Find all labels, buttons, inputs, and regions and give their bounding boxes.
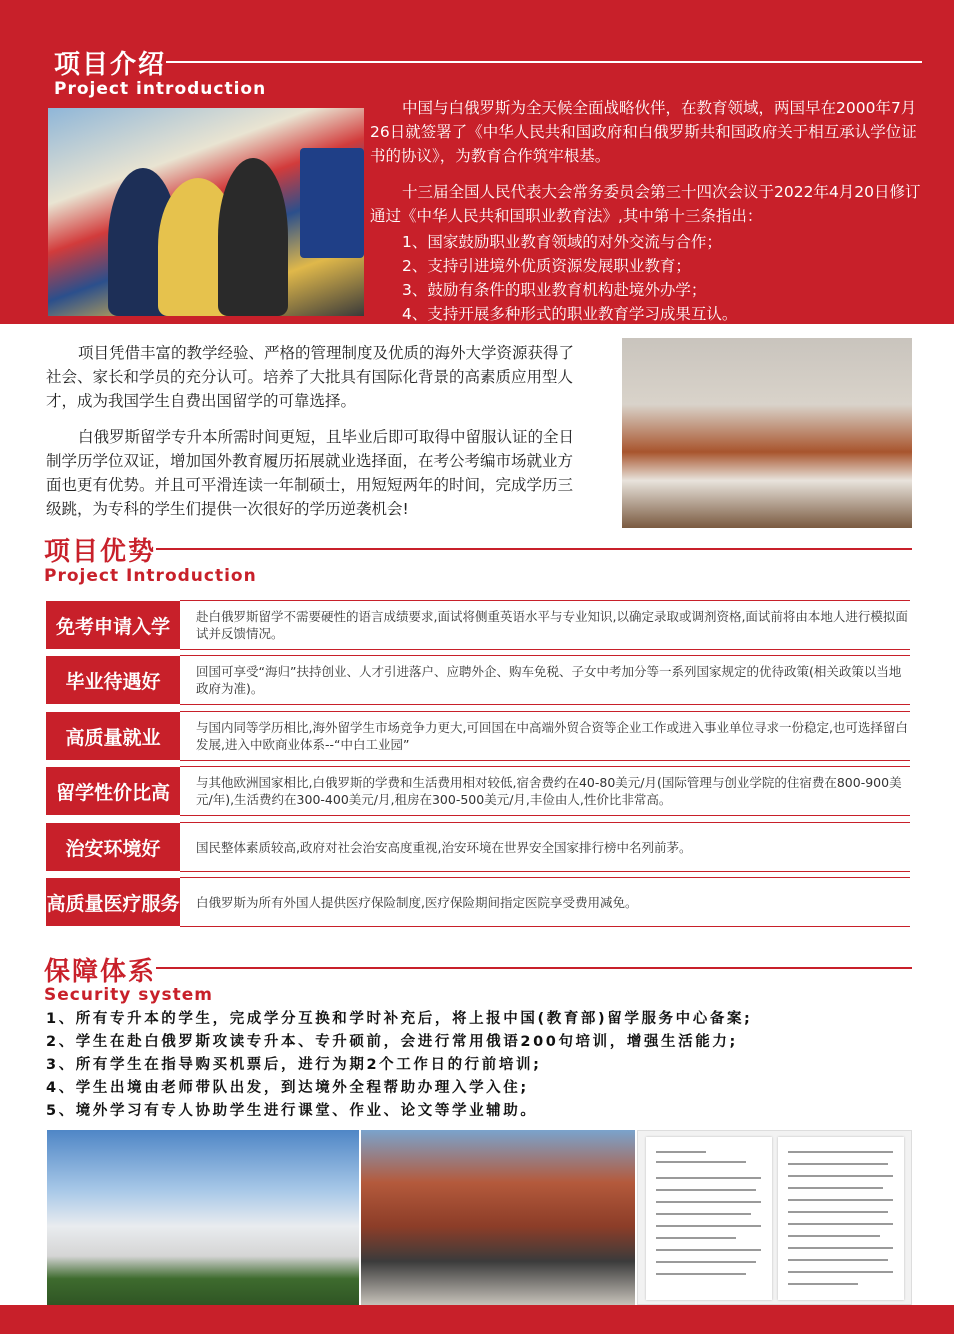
- security-item: 1、所有专升本的学生，完成学分互换和学时补充后，将上报中国(教育部)留学服务中心备案;: [46, 1011, 753, 1027]
- doc-text-line: [788, 1235, 880, 1237]
- advantage-text: 与国内同等学历相比,海外留学生市场竞争力更大,可回国在中高端外贸合资等企业工作或进入事业单位寻求一份稳定,也可选择留白发展,进入中欧商业体系--“中白工业园”: [196, 720, 908, 752]
- section-divider: [156, 548, 912, 550]
- doc-text-line: [788, 1151, 893, 1153]
- doc-text-line: [656, 1213, 751, 1215]
- doc-text-line: [656, 1225, 761, 1227]
- row-divider: [180, 871, 910, 872]
- row-divider: [180, 760, 910, 761]
- advantage-row: [46, 823, 910, 871]
- advantage-text: 回国可享受“海归”扶持创业、人才引进落户、应聘外企、购车免税、子女中考加分等一系列国家规定的优待政策(相关政策以当地政府为准)。: [196, 664, 902, 696]
- government-building-photo: [47, 1130, 359, 1305]
- section-divider: [156, 967, 912, 969]
- law-article-item: 2、支持引进境外优质资源发展职业教育；: [402, 257, 691, 275]
- row-divider: [180, 815, 910, 816]
- intro-text-block: [370, 96, 930, 326]
- law-article-item: 4、支持开展多种形式的职业教育学习成果互认。: [402, 305, 738, 323]
- intro-paragraph: 十三届全国人民代表大会常务委员会第三十四次会议于2022年4月20日修订通过《中华人民共和国职业教育法》,其中第十三条指出：: [370, 183, 921, 225]
- row-divider: [180, 704, 910, 705]
- advantage-text: 白俄罗斯为所有外国人提供医疗保险制度,医疗保险期间指定医院享受费用减免。: [196, 894, 638, 910]
- doc-text-line: [788, 1223, 893, 1225]
- body-paragraph: 项目凭借丰富的教学经验、严格的管理制度及优质的海外大学资源获得了社会、家长和学员的充分认可。培养了大批具有国际化背景的高素质应用型人才，成为我国学生自费出国留学的可靠选择。: [46, 344, 575, 410]
- section-divider: [166, 61, 922, 63]
- section-title-intro-en: Project introduction: [54, 79, 267, 99]
- security-item: 2、学生在赴白俄罗斯攻读专升本、专升硕前，会进行常用俄语200句培训，增强生活能力;: [46, 1034, 738, 1050]
- body-paragraph: 白俄罗斯留学专升本所需时间更短，且毕业后即可取得中留服认证的全日制学历学位双证，增加国外教育履历拓展就业选择面，在考公考编市场就业方面也更有优势。并且可平滑连读一年制硕士，用短短两年的时间，完成学历三级跳，为专科的学生们提供一次很好的学历逆袭机会!: [46, 428, 575, 518]
- advantage-label: 毕业待遇好: [46, 656, 180, 704]
- doc-text-line: [656, 1177, 761, 1179]
- doc-text-line: [788, 1283, 858, 1285]
- advantage-row: [46, 601, 910, 649]
- advantage-label: 留学性价比高: [46, 767, 180, 815]
- section-title-intro-cn: 项目介绍: [54, 50, 167, 80]
- doc-text-line: [788, 1211, 888, 1213]
- doc-text-line: [656, 1261, 756, 1263]
- classroom-photo: [622, 338, 912, 528]
- doc-text-line: [656, 1151, 706, 1153]
- section-title-advantages-cn: 项目优势: [44, 537, 157, 567]
- doc-text-line: [656, 1249, 761, 1251]
- doc-text-line: [788, 1259, 888, 1261]
- doc-text-line: [788, 1175, 893, 1177]
- doc-text-line: [788, 1187, 883, 1189]
- doc-text-line: [788, 1163, 888, 1165]
- law-article-list: [370, 230, 930, 326]
- row-divider: [180, 649, 910, 650]
- row-divider: [180, 926, 910, 927]
- doc-text-line: [656, 1201, 761, 1203]
- doc-text-line: [788, 1247, 893, 1249]
- law-article-item: 3、鼓励有条件的职业教育机构赴境外办学；: [402, 281, 707, 299]
- advantage-label: 免考申请入学: [46, 601, 180, 649]
- doc-text-line: [788, 1271, 893, 1273]
- student-group-castle-photo: [361, 1130, 635, 1305]
- security-list: [46, 1008, 916, 1123]
- advantage-text: 与其他欧洲国家相比,白俄罗斯的学费和生活费用相对较低,宿舍费约在40-80美元/月(国际管理与创业学院的住宿费在800-900美元/年),生活费约在300-400美元/月,租房在300-500美元/月,丰俭由人,性价比非常高。: [196, 775, 902, 807]
- doc-text-line: [788, 1199, 893, 1201]
- section-title-advantages-en: Project Introduction: [44, 566, 257, 586]
- security-item: 5、境外学习有专人协助学生进行课堂、作业、论文等学业辅助。: [46, 1103, 538, 1119]
- document-page: [778, 1137, 904, 1300]
- doc-text-line: [656, 1189, 756, 1191]
- advantage-label: 高质量医疗服务: [46, 878, 180, 926]
- section-title-security-cn: 保障体系: [44, 957, 157, 987]
- advantage-row: [46, 712, 910, 760]
- doc-text-line: [656, 1273, 746, 1275]
- document-page: [646, 1137, 772, 1300]
- advantage-row: [46, 656, 910, 704]
- security-item: 3、所有学生在指导购买机票后，进行为期2个工作日的行前培训;: [46, 1057, 542, 1073]
- section-title-security-en: Security system: [44, 985, 213, 1005]
- advantage-text: 国民整体素质较高,政府对社会治安高度重视,治安环境在世界安全国家排行榜中名列前茅。: [196, 839, 692, 855]
- official-documents-photo: [637, 1130, 912, 1305]
- advantage-row: [46, 767, 910, 815]
- advantage-label: 高质量就业: [46, 712, 180, 760]
- bottom-red-band: [0, 1305, 954, 1334]
- body-text-block: [46, 341, 586, 533]
- advantage-row: [46, 878, 910, 926]
- photo-banner: [300, 148, 364, 258]
- photo-figure: [218, 158, 288, 316]
- law-article-item: 1、国家鼓励职业教育领域的对外交流与合作；: [402, 233, 722, 251]
- intro-paragraph: 中国与白俄罗斯为全天候全面战略伙伴，在教育领域，两国早在2000年7月26日就签署了《中华人民共和国政府和白俄罗斯共和国政府关于相互承认学位证书的协议》，为教育合作筑牢根基。: [370, 99, 917, 165]
- advantage-text: 赴白俄罗斯留学不需要硬性的语言成绩要求,面试将侧重英语水平与专业知识,以确定录取或调剂资格,面试前将由本地人进行模拟面试并反馈情况。: [196, 609, 908, 641]
- advantage-label: 治安环境好: [46, 823, 180, 871]
- cultural-event-photo: [48, 108, 364, 316]
- doc-text-line: [656, 1237, 736, 1239]
- doc-text-line: [656, 1161, 746, 1163]
- security-item: 4、学生出境由老师带队出发，到达境外全程帮助办理入学入住;: [46, 1080, 529, 1096]
